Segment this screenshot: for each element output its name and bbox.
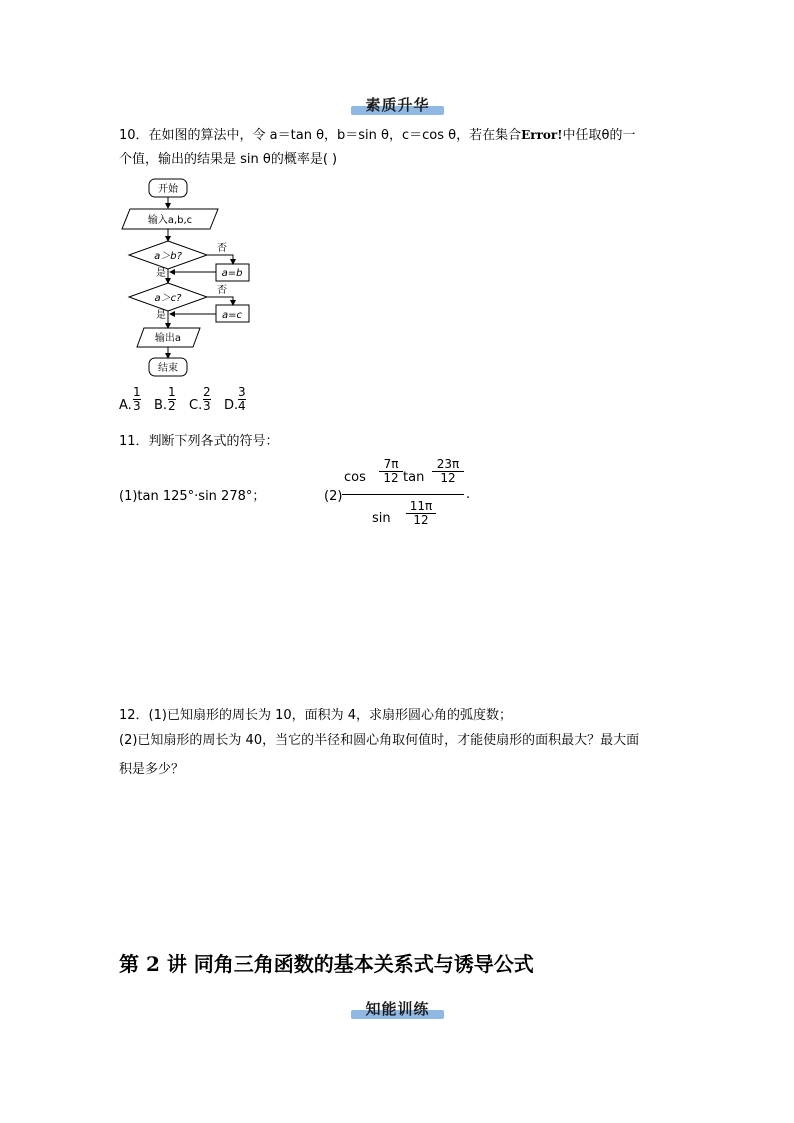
banner-label: 知能训练 — [365, 1000, 430, 1018]
option-d-num: 3 — [238, 385, 246, 399]
option-c-den: 3 — [203, 399, 211, 413]
section-banner-zhineng — [351, 1000, 444, 1020]
q11-f3-num: 11π — [409, 499, 433, 513]
chapter-title: 第 2 讲 同角三角函数的基本关系式与诱导公式 — [119, 952, 534, 976]
q11-frac-11pi — [406, 500, 436, 527]
q11-part2-label: (2) — [324, 489, 343, 504]
q11-f1-den: 12 — [383, 471, 399, 485]
flow-input-label: 输入a,b,c — [147, 215, 193, 226]
option-d-den: 4 — [238, 399, 246, 413]
q11-sin: sin — [372, 511, 391, 526]
flow-no2-label: 否 — [217, 285, 227, 296]
option-a-num: 1 — [133, 385, 141, 399]
option-b-label: B. — [154, 398, 168, 413]
flow-assign2-label: a=c — [221, 310, 243, 321]
q11-tan: tan — [403, 470, 425, 485]
flow-yes2-label: 是 — [156, 310, 166, 321]
q11-f2-num: 23π — [436, 457, 460, 471]
option-c-fraction — [203, 386, 211, 413]
q11-frac-23pi — [432, 458, 464, 485]
q10-text-b: 中任取θ的一 — [562, 128, 636, 143]
flow-no1-label: 否 — [217, 243, 227, 254]
q11-f2-den: 12 — [440, 471, 456, 485]
option-b-fraction — [168, 386, 176, 413]
q10-line2: 个值，输出的结果是 sin θ的概率是( ) — [119, 152, 338, 167]
section-banner-suzhi — [351, 96, 444, 116]
algorithm-flowchart — [115, 175, 260, 380]
q10-error-text: Error! — [521, 128, 563, 142]
flow-cond1-label: a＞b? — [154, 251, 182, 262]
q10-line1 — [119, 127, 635, 144]
flow-yes1-label: 是 — [156, 268, 166, 279]
q12-line3: 积是多少？ — [119, 762, 185, 777]
q10-text-a: 10．在如图的算法中，令 a＝tan θ，b＝sin θ，c＝cos θ，若在集合 — [119, 128, 522, 143]
option-a-fraction — [133, 386, 141, 413]
flow-assign1-label: a=b — [221, 268, 243, 279]
banner-label: 素质升华 — [365, 96, 430, 114]
option-a-label: A. — [119, 398, 132, 413]
option-c-num: 2 — [203, 385, 211, 399]
q11-cos: cos — [344, 470, 366, 485]
q11-main-fraction-line — [342, 494, 464, 495]
q12-line2: (2)已知扇形的周长为 40，当它的半径和圆心角取何值时，才能使扇形的面积最大？最大面 — [119, 733, 640, 748]
option-a-den: 3 — [133, 399, 141, 413]
q12-line1: 12．(1)已知扇形的周长为 10，面积为 4，求扇形圆心角的弧度数； — [119, 708, 513, 723]
option-c-label: C. — [189, 398, 203, 413]
q11-part1: (1)tan 125°·sin 278°； — [119, 489, 266, 504]
flow-start-label: 开始 — [158, 184, 178, 195]
option-d-label: D. — [224, 398, 239, 413]
q11-period: . — [466, 487, 471, 502]
option-d-fraction — [238, 386, 246, 413]
q11-f1-num: 7π — [383, 457, 399, 471]
q11-frac-7pi — [379, 458, 403, 485]
option-b-num: 1 — [168, 385, 176, 399]
q11-title: 11．判断下列各式的符号： — [119, 434, 279, 449]
option-b-den: 2 — [168, 399, 176, 413]
q11-f3-den: 12 — [413, 513, 429, 527]
flow-output-label: 输出a — [154, 333, 182, 344]
flow-cond2-label: a＞c? — [154, 293, 182, 304]
flow-end-label: 结束 — [158, 363, 178, 374]
